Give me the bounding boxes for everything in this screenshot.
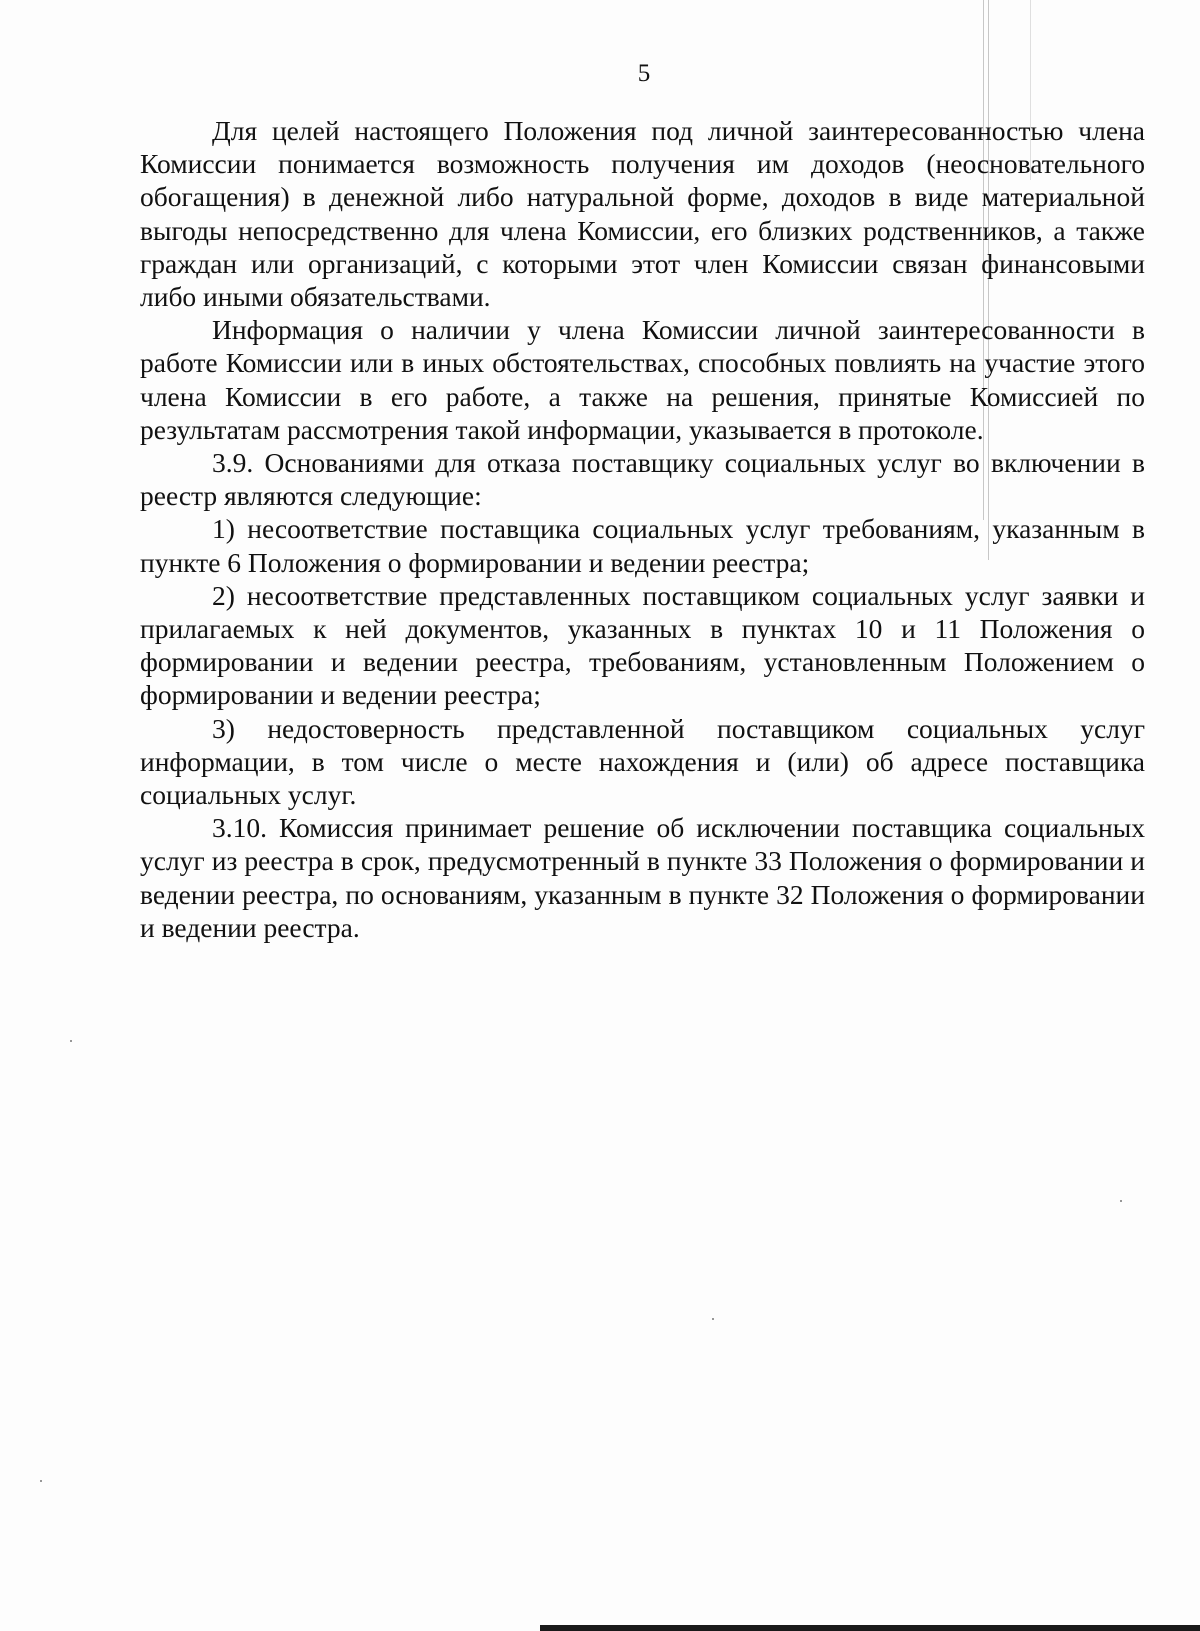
- list-item-2: 2) несоответствие представленных поставщиком социальных услуг заявки и прилагаемых к ней документов, указанных в пунктах 10 и 11 Положения о формировании и ведении реестра, требованиям, установленным Положением о формировании и ведении реестра;: [140, 579, 1145, 711]
- scan-speck: [40, 1480, 42, 1482]
- scan-speck: [712, 1318, 714, 1320]
- paragraph-3-10-exclusion: 3.10. Комиссия принимает решение об исключении поставщика социальных услуг из реестра в срок, предусмотренный в пункте 33 Положения о формировании и ведении реестра, по основаниям, указанным в пункте 32 Положения о формировании и ведении реестра.: [140, 812, 1145, 943]
- scan-speck: [70, 1040, 72, 1042]
- page-number: 5: [637, 60, 651, 87]
- list-item-1: 1) несоответствие поставщика социальных услуг требованиям, указанным в пункте 6 Положения о формировании и ведении реестра;: [140, 513, 1145, 578]
- document-body: [140, 114, 1145, 944]
- paragraph-3-9-refusal-grounds: 3.9. Основаниями для отказа поставщику социальных услуг во включении в реестр являются следующие:: [140, 447, 1145, 512]
- paragraph-interest-information: Информация о наличии у члена Комиссии личной заинтересованности в работе Комиссии или в иных обстоятельствах, способных повлиять на участие этого члена Комиссии в его работе, а также на решения, принятые Комиссией по результатам рассмотрения такой информации, указывается в протоколе.: [140, 314, 1145, 445]
- scan-speck: [1120, 1200, 1122, 1202]
- list-item-3: 3) недостоверность представленной поставщиком социальных услуг информации, в том числе о месте нахождения и (или) об адресе поставщика социальных услуг.: [140, 712, 1145, 811]
- paragraph-personal-interest: Для целей настоящего Положения под личной заинтересованностью члена Комиссии понимается возможность получения им доходов (неосновательного обогащения) в денежной либо натуральной форме, доходов в виде материальной выгоды непосредственно для члена Комиссии, его близких родственников, а также граждан или организаций, с которыми этот член Комиссии связан финансовыми либо иными обязательствами.: [140, 115, 1145, 313]
- scan-edge-bar: [540, 1625, 1200, 1631]
